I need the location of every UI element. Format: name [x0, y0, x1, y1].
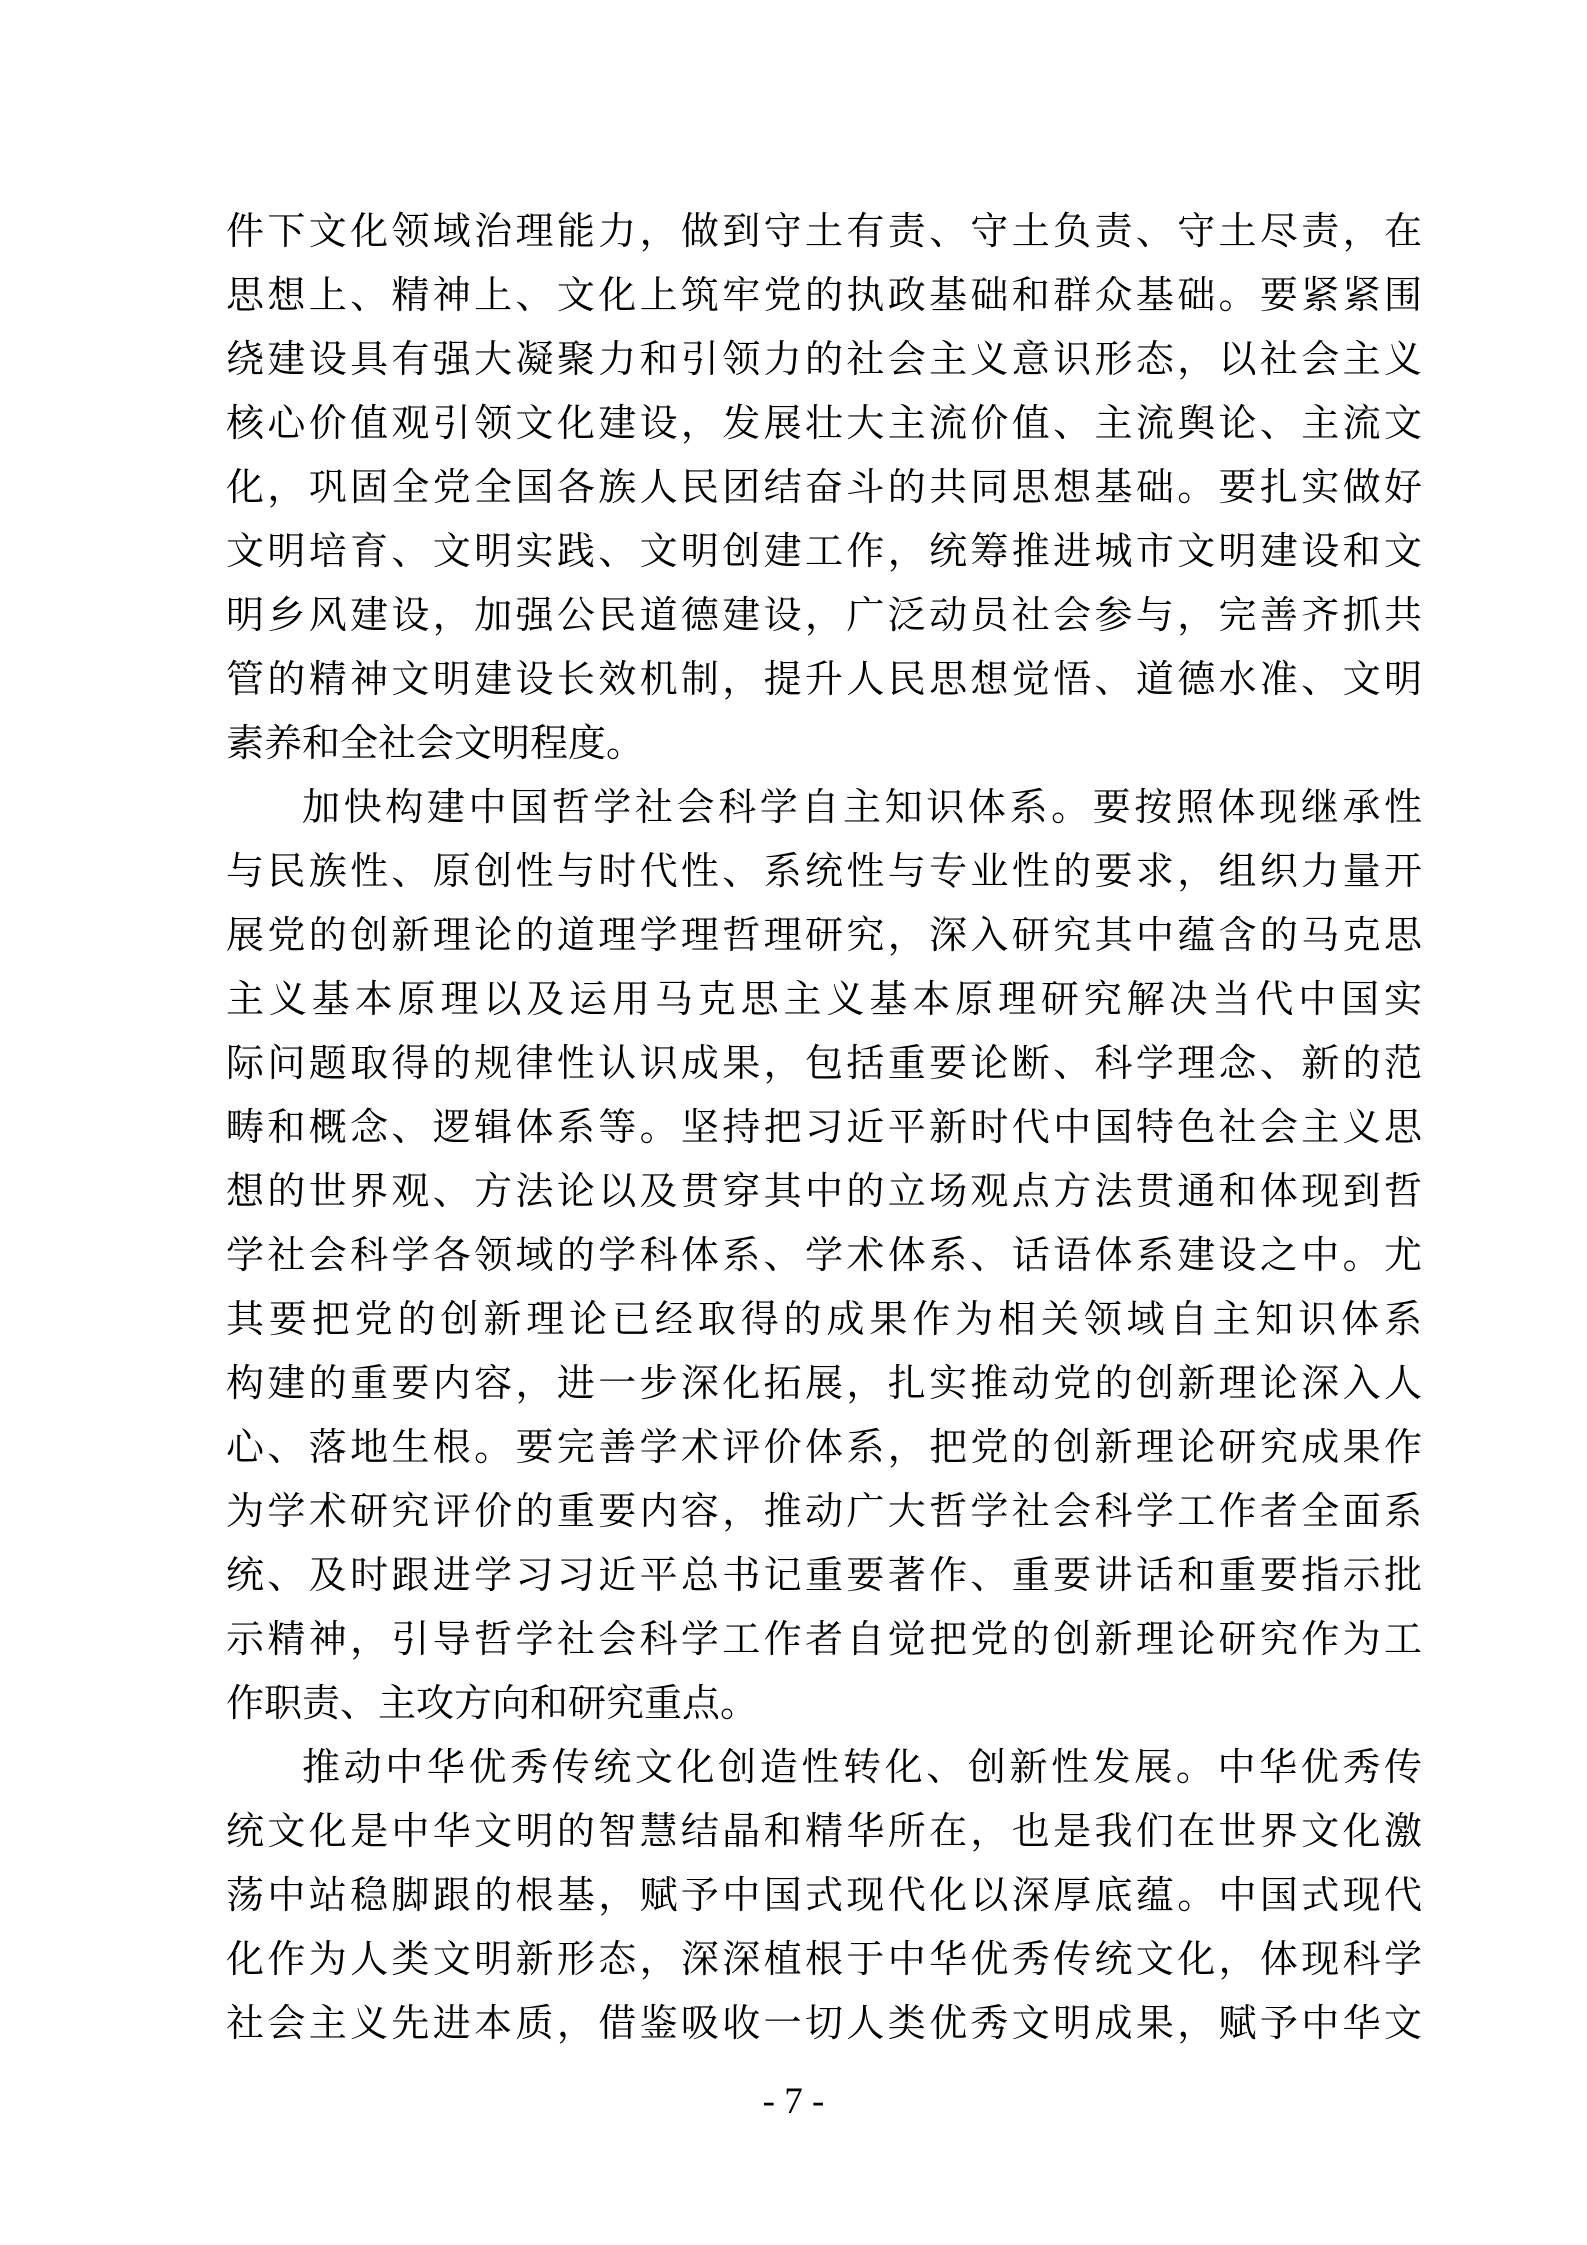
text-line: 绕建设具有强大凝聚力和引领力的社会主义意识形态，以社会主义 [226, 339, 1422, 381]
text-line: 其要把党的创新理论已经取得的成果作为相关领域自主知识体系 [226, 1299, 1422, 1341]
text-line: 素养和全社会文明程度。 [226, 723, 645, 765]
text-line: 思想上、精神上、文化上筑牢党的执政基础和群众基础。要紧紧围 [226, 275, 1422, 317]
text-line: 示精神，引导哲学社会科学工作者自觉把党的创新理论研究作为工 [226, 1619, 1422, 1661]
page-number: - 7 - [762, 2081, 825, 2122]
text-line: 管的精神文明建设长效机制，提升人民思想觉悟、道德水准、文明 [226, 659, 1422, 701]
text-line: 统文化是中华文明的智慧结晶和精华所在，也是我们在世界文化激 [226, 1811, 1422, 1853]
text-line: 主义基本原理以及运用马克思主义基本原理研究解决当代中国实 [226, 979, 1422, 1021]
text-line: 作职责、主攻方向和研究重点。 [226, 1683, 759, 1725]
text-line: 学社会科学各领域的学科体系、学术体系、话语体系建设之中。尤 [226, 1235, 1422, 1277]
text-line: 构建的重要内容，进一步深化拓展，扎实推动党的创新理论深入人 [226, 1363, 1422, 1405]
text-line: 想的世界观、方法论以及贯穿其中的立场观点方法贯通和体现到哲 [226, 1171, 1422, 1213]
text-line: 际问题取得的规律性认识成果，包括重要论断、科学理念、新的范 [226, 1043, 1422, 1085]
text-line: 核心价值观引领文化建设，发展壮大主流价值、主流舆论、主流文 [226, 403, 1422, 445]
text-line: 统、及时跟进学习习近平总书记重要著作、重要讲话和重要指示批 [226, 1555, 1422, 1597]
text-line: 与民族性、原创性与时代性、系统性与专业性的要求，组织力量开 [226, 851, 1422, 893]
text-line: 推动中华优秀传统文化创造性转化、创新性发展。中华优秀传 [302, 1747, 1422, 1789]
text-line: 展党的创新理论的道理学理哲理研究，深入研究其中蕴含的马克思 [226, 915, 1422, 957]
text-line: 荡中站稳脚跟的根基，赋予中国式现代化以深厚底蕴。中国式现代 [226, 1875, 1422, 1917]
text-line: 为学术研究评价的重要内容，推动广大哲学社会科学工作者全面系 [226, 1491, 1422, 1533]
text-line: 件下文化领域治理能力，做到守土有责、守土负责、守土尽责，在 [226, 211, 1422, 253]
text-line: 明乡风建设，加强公民道德建设，广泛动员社会参与，完善齐抓共 [226, 595, 1422, 637]
text-line: 心、落地生根。要完善学术评价体系，把党的创新理论研究成果作 [226, 1427, 1422, 1469]
document-body [226, 200, 1422, 2056]
text-line: 文明培育、文明实践、文明创建工作，统筹推进城市文明建设和文 [226, 531, 1422, 573]
text-line: 畴和概念、逻辑体系等。坚持把习近平新时代中国特色社会主义思 [226, 1107, 1422, 1149]
text-line: 化作为人类文明新形态，深深植根于中华优秀传统文化，体现科学 [226, 1939, 1422, 1981]
text-line: 加快构建中国哲学社会科学自主知识体系。要按照体现继承性 [302, 787, 1422, 829]
text-line: 社会主义先进本质，借鉴吸收一切人类优秀文明成果，赋予中华文 [226, 2003, 1422, 2045]
text-line: 化，巩固全党全国各族人民团结奋斗的共同思想基础。要扎实做好 [226, 467, 1422, 509]
